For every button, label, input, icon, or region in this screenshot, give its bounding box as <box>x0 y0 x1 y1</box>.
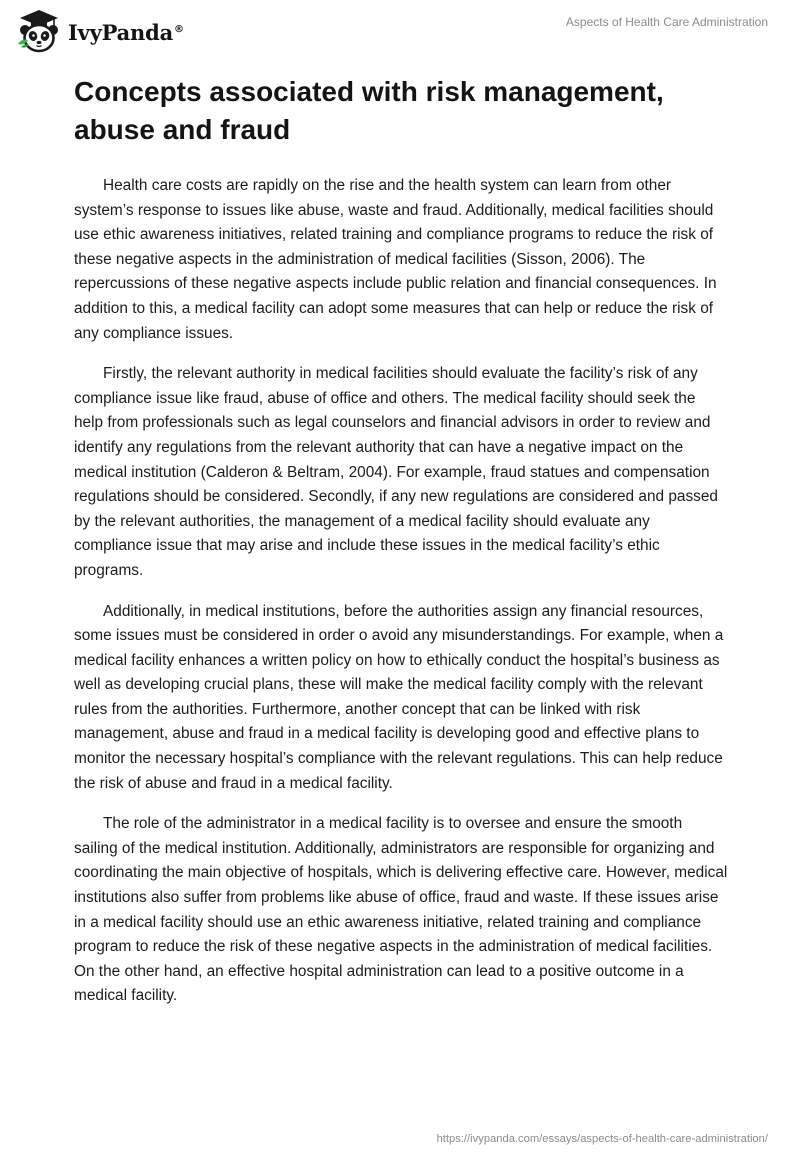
panda-graduate-icon <box>14 8 64 54</box>
paragraph-2: Firstly, the relevant authority in medical facilities should evaluate the facility’s risk of any compliance issue like fraud, abuse of office and others. The medical facility should seek the help from professionals such as legal counselors and financial advisors in order to review and identify any regulations from the relevant authority that can have a negative impact on the medical institution (Calderon & Beltram, 2004). For example, fraud statues and compensation regulations should be considered. Secondly, if any new regulations are considered and passed by the relevant authorities, the management of a medical facility should evaluate any compliance issue that may arise and include these issues in the medical facility’s ethic programs. <box>74 365 718 579</box>
brand-name: IvyPanda® <box>68 19 184 45</box>
brand-logo[interactable] <box>14 8 184 54</box>
paragraph-4: The role of the administrator in a medical facility is to oversee and ensure the smooth sailing of the medical institution. Additionally, administrators are responsible for organizing and coordinating the main objective of hospitals, which is delivering effective care. However, medical institutions also suffer from problems like abuse of office, fraud and waste. If these issues arise in a medical facility should use an ethic awareness initiative, related training and compliance program to reduce the risk of these negative aspects in the administration of medical facilities. On the other hand, an effective hospital administration can lead to a positive outcome in a medical facility. <box>74 815 728 1005</box>
section-heading: Concepts associated with risk management, abuse and fraud <box>74 76 664 145</box>
page-header <box>0 0 800 60</box>
source-url-link[interactable]: https://ivypanda.com/essays/aspects-of-health-care-administration/ <box>436 1133 768 1145</box>
registered-mark: ® <box>174 23 184 35</box>
paragraph-1: Health care costs are rapidly on the rise and the health system can learn from other system’s response to issues like abuse, waste and fraud. Additionally, medical facilities should use ethic awareness initiatives, related training and compliance programs to reduce the risk of these negative aspects in the administration of medical facilities (Sisson, 2006). The repercussions of these negative aspects include public relation and financial consequences. In addition to this, a medical facility can adopt some measures that can help or reduce the risk of any compliance issues. <box>74 177 717 342</box>
paragraph-3: Additionally, in medical institutions, before the authorities assign any financial resources, some issues must be considered in order o avoid any misunderstandings. For example, when a medical facility enhances a written policy on how to ethically conduct the hospital’s business as well as developing crucial plans, these will make the medical facility comply with the relevant rules from the authorities. Furthermore, another concept that can be linked with risk management, abuse and fraud in a medical facility is developing good and effective plans to monitor the necessary hospital’s compliance with the relevant regulations. This can help reduce the risk of abuse and fraud in a medical facility. <box>74 602 724 792</box>
article-body <box>74 174 728 1025</box>
document-title: Aspects of Health Care Administration <box>565 15 768 29</box>
